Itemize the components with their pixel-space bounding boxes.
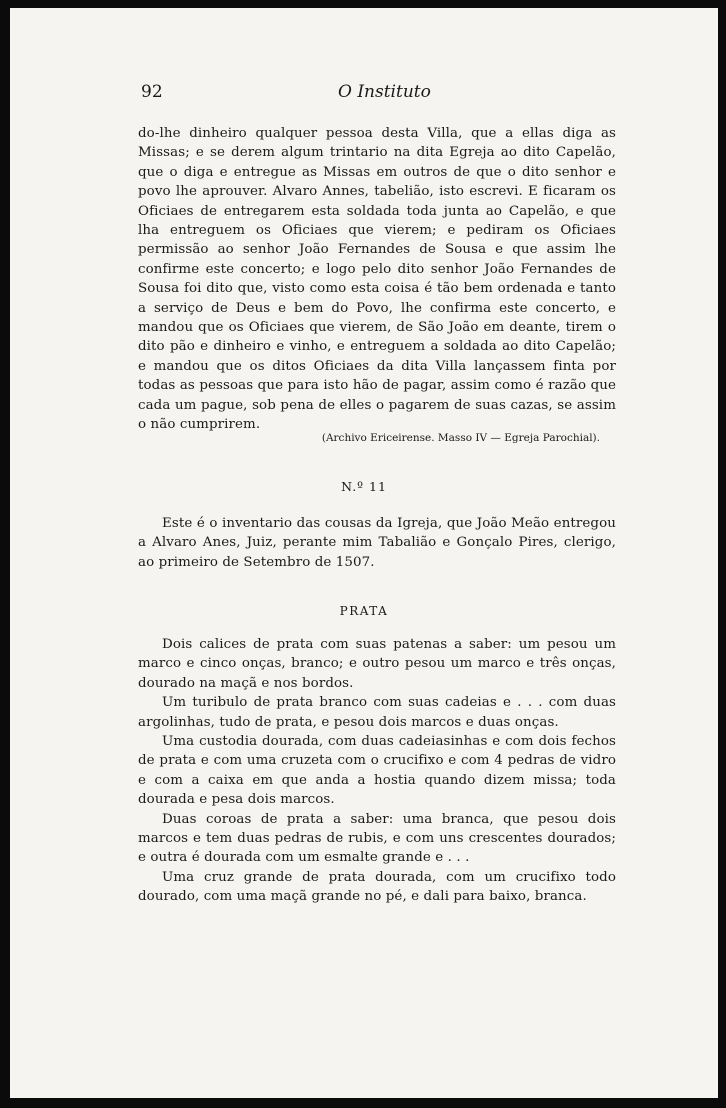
inventory-item: Uma custodia dourada, com duas cadeiasinhas e com dois fechos de prata e com uma cruzeta com o crucifixo e com 4 pedras de vidro e com a caixa em que anda a hostia quando dizem missa; toda dourada e pesa dois marcos. — [138, 734, 616, 808]
running-head — [10, 82, 718, 106]
document-number: N.º 11 — [341, 479, 387, 494]
opening-paragraph: do-lhe dinheiro qualquer pessoa desta Villa, que a ellas diga as Missas; e se derem algum trintario na dita Egreja ao dito Capelão, que o diga e entregue as Missas em outros de que o dito senhor e povo lhe aprouver. Alvaro Annes, tabelião, isto escrevi. E ficaram os Oficiaes de entregarem esta soldada toda junta ao Capelão, e que lha entreguem os Oficiaes que vierem; e pediram os Oficiaes permissão ao senhor João Fernandes de Sousa e que assim lhe confirme este concerto; e logo pelo dito senhor João Fernandes de Sousa foi dito que, visto como esta coisa é tão bem ordenada e tanto a serviço de Deus e bem do Povo, lhe confirma este concerto, e mandou que os Oficiaes que vierem, de São João em deante, tirem o dito pão e dinheiro e vinho, e entreguem a soldada ao dito Capelão; e mandou que os ditos Oficiaes da dita Villa lançassem finta por todas as pessoas que para isto hão de pagar, assim como é razão que cada um pague, sob pena de elles o pagarem de suas cazas, se assim o não cumprirem. — [138, 126, 616, 433]
inventory-intro-paragraph: Este é o inventario das cousas da Igreja, que João Meão entregou a Alvaro Anes, Juiz, perante mim Tabalião e Gonçalo Pires, clerigo, ao primeiro de Setembro de 1507. — [138, 516, 616, 570]
opening-paragraph-block — [138, 124, 616, 435]
inventory-item: Dois calices de prata com suas patenas a saber: um pesou um marco e cinco onças, branco; e outro pesou um marco e três onças, dourado na maçã e nos bordos. — [138, 637, 616, 691]
section-heading: PRATA — [339, 604, 389, 618]
journal-title: O Instituto — [338, 82, 431, 102]
inventory-item: Uma cruz grande de prata dourada, com um crucifixo todo dourado, com uma maçã grande no pé, e dali para baixo, branca. — [138, 869, 616, 905]
book-page — [10, 8, 718, 1098]
inventory-item: Um turibulo de prata branco com suas cadeias e . . . com duas argolinhas, tudo de prata, e pesou dois marcos e duas onças. — [138, 695, 616, 730]
page-number: 92 — [141, 82, 163, 102]
inventory-items-list — [138, 635, 616, 907]
inventory-item: Duas coroas de prata a saber: uma branca, que pesou dois marcos e tem duas pedras de rubis, e com uns crescentes dourados; e outra é dourada com um esmalte grande e . . . — [138, 811, 616, 866]
inventory-intro-block — [138, 514, 616, 572]
archive-source-note: (Archivo Ericeirense. Masso IV — Egreja Parochial). — [321, 432, 600, 444]
